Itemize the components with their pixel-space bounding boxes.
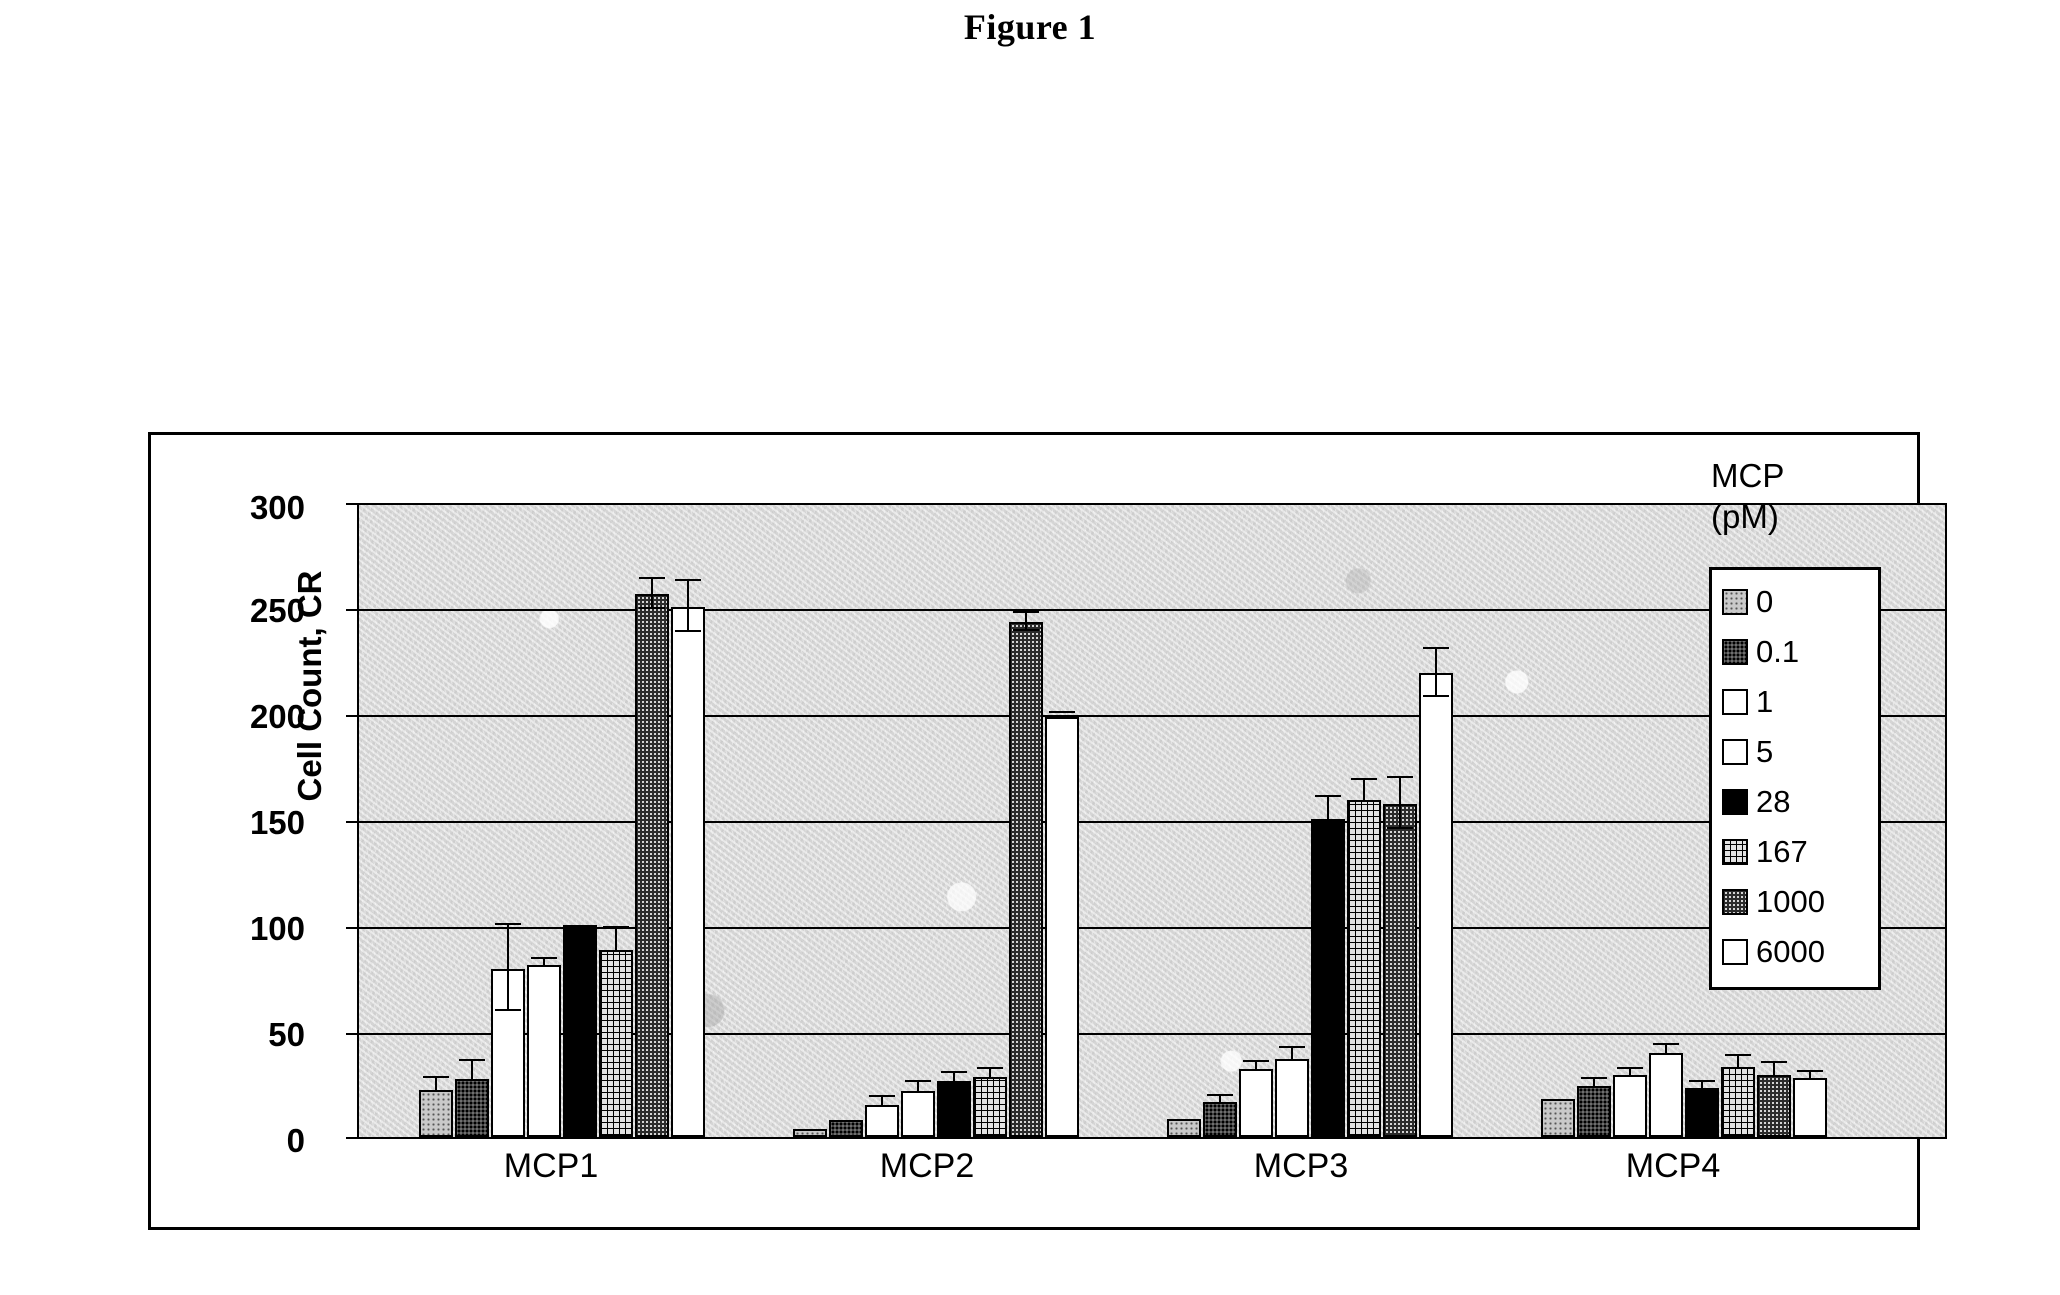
errorbar-cap	[603, 926, 629, 928]
gridline-250	[359, 609, 1945, 611]
bar-mcp4-0.1	[1577, 1086, 1611, 1137]
errorbar	[1399, 804, 1401, 829]
errorbar-cap	[1013, 629, 1039, 631]
errorbar-cap	[1351, 778, 1377, 780]
y-tick-label-100: 100	[249, 910, 305, 947]
x-group-label-mcp3: MCP3	[1253, 1147, 1349, 1185]
bar-mcp2-5	[901, 1091, 935, 1137]
errorbar-cap	[1207, 1094, 1233, 1096]
errorbar	[651, 579, 653, 594]
errorbar	[917, 1082, 919, 1091]
errorbar	[1773, 1063, 1775, 1075]
errorbar	[507, 925, 509, 969]
errorbar	[507, 969, 509, 1011]
errorbar-cap	[1279, 1046, 1305, 1048]
errorbar	[687, 607, 689, 632]
bar-mcp3-167	[1347, 800, 1381, 1137]
legend-box	[1709, 567, 1881, 990]
errorbar	[881, 1097, 883, 1105]
errorbar-cap	[1049, 711, 1075, 713]
y-tick-mark	[346, 609, 357, 611]
y-axis-title: Cell Count, CR	[291, 570, 328, 802]
y-tick-mark	[346, 927, 357, 929]
legend-item-2[interactable]	[1722, 677, 1878, 727]
legend-swatch-icon	[1722, 889, 1748, 915]
errorbar	[1363, 780, 1365, 800]
errorbar	[1737, 1056, 1739, 1067]
errorbar	[1327, 797, 1329, 819]
bar-mcp1-0.1	[455, 1079, 489, 1137]
legend-label: 5	[1756, 734, 1774, 769]
y-tick-label-200: 200	[249, 698, 305, 735]
bar-mcp1-6000	[671, 607, 705, 1137]
errorbar-cap	[423, 1076, 449, 1078]
errorbar	[615, 928, 617, 950]
legend-item-5[interactable]	[1722, 827, 1878, 877]
errorbar-cap	[1423, 695, 1449, 697]
bar-mcp2-0	[793, 1129, 827, 1137]
errorbar	[1291, 1048, 1293, 1059]
errorbar-cap	[639, 607, 665, 609]
bar-mcp2-1000	[1009, 622, 1043, 1137]
bar-mcp3-1	[1239, 1069, 1273, 1137]
bar-mcp3-5	[1275, 1059, 1309, 1137]
errorbar	[1701, 1082, 1703, 1088]
legend-label: 28	[1756, 784, 1791, 819]
y-tick-label-250: 250	[249, 592, 305, 629]
bar-mcp3-6000	[1419, 673, 1453, 1137]
errorbar	[1255, 1062, 1257, 1069]
legend-swatch-icon	[1722, 839, 1748, 865]
legend-item-3[interactable]	[1722, 727, 1878, 777]
errorbar-cap	[1725, 1054, 1751, 1056]
errorbar-cap	[1013, 611, 1039, 613]
bar-mcp1-1000	[635, 594, 669, 1137]
bar-mcp1-28	[563, 925, 597, 1137]
errorbar-cap	[1581, 1077, 1607, 1079]
errorbar-cap	[1243, 1060, 1269, 1062]
errorbar	[989, 1069, 991, 1077]
legend-label: 1000	[1756, 884, 1825, 919]
y-tick-label-150: 150	[249, 804, 305, 841]
errorbar	[1399, 778, 1401, 804]
gridline-200	[359, 715, 1945, 717]
errorbar-cap	[1387, 776, 1413, 778]
errorbar-cap	[1315, 795, 1341, 797]
legend-label: 167	[1756, 834, 1808, 869]
x-group-label-mcp1: MCP1	[503, 1147, 599, 1185]
y-tick-mark	[346, 503, 357, 505]
legend-swatch-icon	[1722, 689, 1748, 715]
bar-mcp2-1	[865, 1105, 899, 1137]
errorbar	[1025, 613, 1027, 622]
gridline-150	[359, 821, 1945, 823]
legend-swatch-icon	[1722, 789, 1748, 815]
legend-label: 0	[1756, 584, 1774, 619]
errorbar-cap	[905, 1080, 931, 1082]
errorbar	[1435, 673, 1437, 697]
bar-mcp2-6000	[1045, 717, 1079, 1137]
errorbar-cap	[977, 1067, 1003, 1069]
errorbar-cap	[941, 1071, 967, 1073]
legend-swatch-icon	[1722, 589, 1748, 615]
y-tick-mark	[346, 1137, 357, 1139]
bar-mcp3-28	[1311, 819, 1345, 1137]
y-tick-mark	[346, 715, 357, 717]
bar-mcp3-0.1	[1203, 1102, 1237, 1137]
bar-mcp4-1	[1613, 1075, 1647, 1137]
errorbar-cap	[495, 1009, 521, 1011]
errorbar	[1435, 649, 1437, 673]
bar-mcp2-0.1	[829, 1120, 863, 1137]
bar-mcp4-28	[1685, 1088, 1719, 1137]
bar-mcp1-5	[527, 965, 561, 1137]
legend-item-0[interactable]	[1722, 577, 1878, 627]
bar-mcp4-0	[1541, 1099, 1575, 1137]
errorbar	[1593, 1079, 1595, 1086]
legend-swatch-icon	[1722, 939, 1748, 965]
errorbar-cap	[869, 1095, 895, 1097]
bar-mcp4-167	[1721, 1067, 1755, 1137]
legend-swatch-icon	[1722, 639, 1748, 665]
legend-swatch-icon	[1722, 739, 1748, 765]
errorbar	[687, 581, 689, 607]
errorbar-cap	[675, 579, 701, 581]
errorbar	[543, 959, 545, 965]
errorbar	[1219, 1096, 1221, 1102]
legend-label: 6000	[1756, 934, 1825, 969]
x-group-label-mcp4: MCP4	[1625, 1147, 1721, 1185]
bar-mcp2-167	[973, 1077, 1007, 1137]
errorbar-cap	[675, 630, 701, 632]
errorbar-cap	[459, 1059, 485, 1061]
errorbar	[471, 1061, 473, 1079]
errorbar-cap	[1761, 1061, 1787, 1063]
y-tick-label-0: 0	[286, 1122, 305, 1159]
bar-mcp3-1000	[1383, 804, 1417, 1137]
legend-item-4[interactable]	[1722, 777, 1878, 827]
errorbar-cap	[1387, 827, 1413, 829]
errorbar	[1629, 1069, 1631, 1075]
errorbar	[435, 1078, 437, 1090]
errorbar-cap	[1797, 1070, 1823, 1072]
errorbar-cap	[1689, 1080, 1715, 1082]
legend-item-6[interactable]	[1722, 877, 1878, 927]
legend-title	[1711, 455, 1911, 538]
y-tick-mark	[346, 1033, 357, 1035]
errorbar-cap	[1423, 647, 1449, 649]
legend-label: 0.1	[1756, 634, 1800, 669]
y-tick-label-300: 300	[249, 489, 305, 526]
y-tick-label-50: 50	[268, 1016, 305, 1053]
y-tick-mark	[346, 821, 357, 823]
errorbar	[1665, 1045, 1667, 1053]
legend-item-1[interactable]	[1722, 627, 1878, 677]
bar-mcp1-167	[599, 950, 633, 1137]
errorbar-cap	[1653, 1043, 1679, 1045]
legend-item-7[interactable]	[1722, 927, 1878, 977]
bar-mcp4-5	[1649, 1053, 1683, 1137]
bar-mcp4-6000	[1793, 1078, 1827, 1137]
bar-mcp2-28	[937, 1081, 971, 1137]
errorbar-cap	[531, 957, 557, 959]
legend-title-line2: (pM)	[1711, 498, 1779, 536]
errorbar-cap	[495, 923, 521, 925]
errorbar-cap	[1617, 1067, 1643, 1069]
figure-title: Figure 1	[963, 7, 1097, 47]
bar-mcp3-0	[1167, 1119, 1201, 1137]
errorbar-cap	[639, 577, 665, 579]
errorbar	[1809, 1072, 1811, 1078]
legend-title-line1: MCP	[1711, 457, 1785, 494]
errorbar	[953, 1073, 955, 1081]
bar-mcp1-0	[419, 1090, 453, 1137]
chart-frame	[148, 432, 1920, 1230]
x-group-label-mcp2: MCP2	[879, 1147, 975, 1185]
legend-label: 1	[1756, 684, 1774, 719]
bar-mcp4-1000	[1757, 1075, 1791, 1137]
